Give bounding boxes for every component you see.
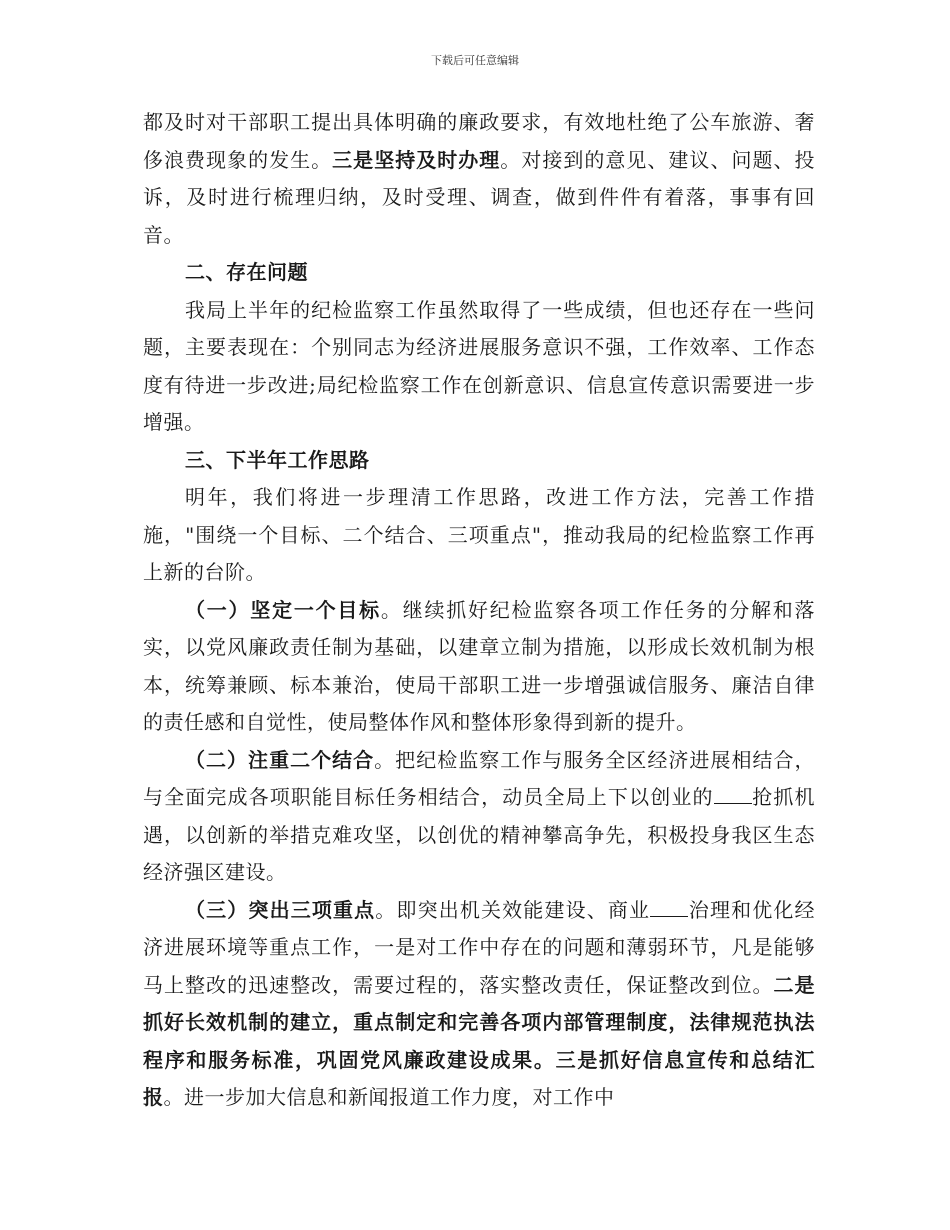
blank-line	[650, 898, 688, 917]
paragraph-text: 治理和优化经济进展环境等重点工作，一是对工作中存在的问题和薄弱环节，凡是能够马上整改的迅速整改，需要过程的，落实整改责任，保证整改到位。	[143, 897, 816, 997]
paragraph-text: 。继续抓好纪检监察各项工作任务的分解和落实，以党风廉政责任制为基础，以建章立制为措施，以形成长效机制为根本，统筹兼顾、标本兼治，使局干部职工进一步增强诚信服务、廉洁自律的责任感和自觉性，使局整体作风和整体形象得到新的提升。	[143, 597, 816, 734]
paragraph-continuation	[143, 104, 815, 254]
paragraph-focus	[143, 892, 815, 1117]
blank-line	[714, 785, 752, 804]
paragraph-text: 。对接到的意见、建议、问题、投诉，及时进行梳理归纳，及时受理、调查，做到件件有着落，事事有回音。	[143, 147, 816, 247]
paragraph-text: 。进一步加大信息和新闻报道工作力度，对工作中	[163, 1085, 615, 1109]
section-heading-problems: 二、存在问题	[185, 260, 308, 284]
bold-phrase: （三）突出三项重点	[185, 897, 376, 922]
bold-phrase: （二）注重二个结合	[185, 747, 375, 772]
page-header: 下载后可任意编辑	[431, 54, 519, 67]
bold-phrase: （一）坚定一个目标	[185, 597, 381, 622]
paragraph-plan-intro: 明年，我们将进一步理清工作思路，改进工作方法，完善工作措施，"围绕一个目标、二个结合、三项重点"，推动我局的纪检监察工作再上新的台阶。	[143, 485, 815, 584]
paragraph-goal	[143, 592, 815, 742]
section-heading-plan: 三、下半年工作思路	[185, 447, 370, 472]
paragraph-combination	[143, 742, 815, 892]
paragraph-text: 抢抓机遇，以创新的举措克难攻坚，以创优的精神攀高争先，积极投身我区生态经济强区建设。	[143, 785, 816, 884]
bold-phrase: 二是抓好长效机制的建立，重点制定和完善各项内部管理制度，法律规范执法程序和服务标准，巩固党风廉政建设成果。三是抓好信息宣传和总结汇报	[143, 972, 816, 1109]
paragraph-problems: 我局上半年的纪检监察工作虽然取得了一些成绩，但也还存在一些问题，主要表现在：个别同志为经济进展服务意识不强，工作效率、工作态度有待进一步改进;局纪检监察工作在创新意识、信息宣传意识需要进一步增强。	[143, 297, 815, 434]
paragraph-text: 。把纪检监察工作与服务全区经济进展相结合，与全面完成各项职能目标任务相结合，动员全局上下以创业的	[143, 747, 816, 809]
paragraph-text: 都及时对干部职工提出具体明确的廉政要求，有效地杜绝了公车旅游、奢侈浪费现象的发生。	[143, 110, 815, 172]
bold-phrase: 三是坚持及时办理	[332, 147, 501, 172]
document-body	[143, 104, 815, 1117]
paragraph-text: 。即突出机关效能建设、商业	[375, 897, 651, 922]
